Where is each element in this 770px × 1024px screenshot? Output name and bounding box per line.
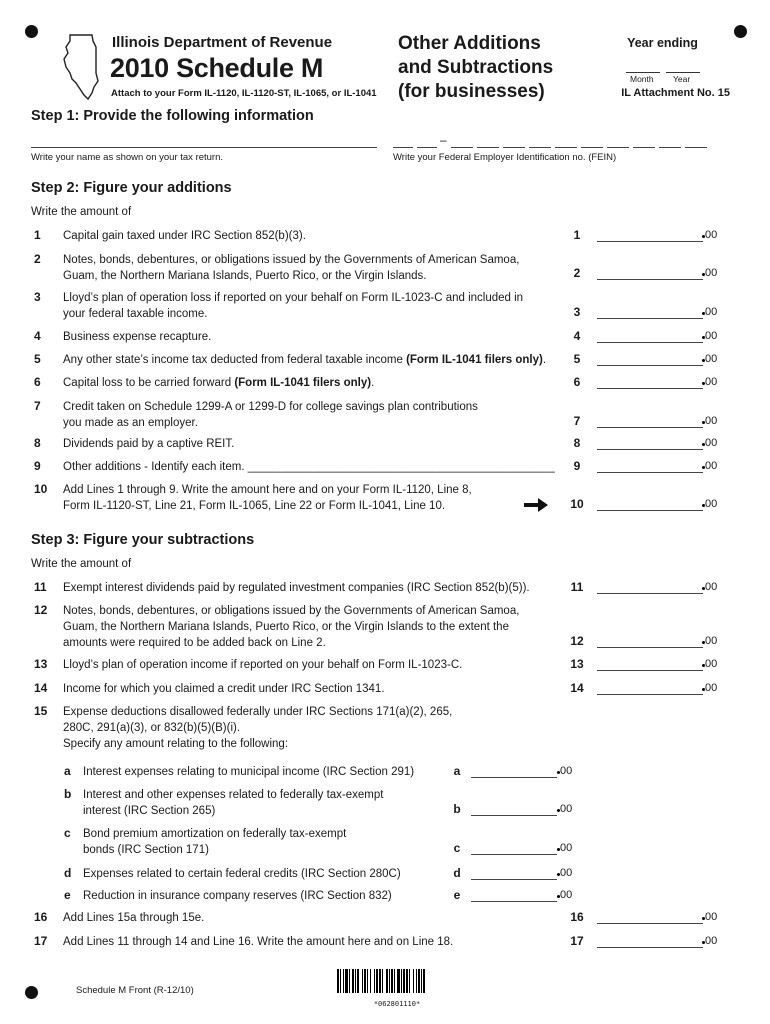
line-text-row [63,619,583,635]
amount-field[interactable] [597,342,703,343]
line-text-segment: Exempt interest dividends paid by regulated investment companies (IRC Section 852(b)(5)). [63,582,530,594]
line-reference: 14 [570,681,584,695]
amount-field[interactable] [597,510,703,511]
line-text-segment: Capital gain taxed under IRC Section 852(b)(3). [63,230,306,242]
line-number: 13 [34,657,48,671]
step2-heading: Step 2: Figure your additions [31,180,232,196]
line-text-row [63,228,583,244]
line-text-row [63,498,583,514]
step1-heading: Step 1: Provide the following information [31,108,314,124]
barcode [336,969,458,1008]
line-number: 2 [34,252,41,266]
line-text-row [63,603,583,619]
cents-label: 00 [705,229,718,241]
line-text [63,603,583,651]
step3-heading: Step 3: Figure your subtractions [31,532,255,548]
line-text-row [63,635,583,651]
line-reference: 12 [570,634,584,648]
cents-label: 00 [560,867,573,879]
subline-letter: e [64,888,71,902]
cents-label: 00 [705,935,718,947]
name-label: Write your name as shown on your tax return. [31,152,224,163]
line-text-row [63,290,583,306]
amount-field[interactable] [597,365,703,366]
line-text [63,252,583,284]
line-number: 11 [34,580,47,594]
subline-reference: d [453,866,461,880]
subline-text-row: bonds (IRC Section 171) [83,844,209,856]
subline-reference: a [453,764,461,778]
subline-text [83,826,443,858]
amount-field[interactable] [597,694,703,695]
line-text-segment: Lloyd’s plan of operation income if reported on your behalf on Form IL-1023-C. [63,659,463,671]
line-text-segment: Any other state’s income tax deducted from federal taxable income [63,354,407,366]
line-text [63,436,583,452]
cents-label: 00 [705,635,718,647]
line-number: 12 [34,603,48,617]
subline-reference: c [453,841,461,855]
line-text-row [63,415,583,431]
line-text-segment: Capital loss to be carried forward [63,377,235,389]
line-reference: 17 [570,934,584,948]
cents-label: 00 [705,306,718,318]
line-text-emphasis: (Form IL-1041 filers only) [406,354,543,366]
amount-field[interactable] [597,279,703,280]
subline-letter: d [64,866,72,880]
year-label: Year [673,74,691,84]
form-title-line: and Subtractions [398,57,554,78]
arrow-right-icon [524,498,548,512]
line-text-segment: Lloyd’s plan of operation loss if reported on your behalf on Form IL-1023-C and included in [63,292,524,304]
subline-amount-field[interactable] [471,777,557,778]
line-reference: 3 [573,305,581,319]
cents-label: 00 [560,765,573,777]
line-number: 3 [34,290,41,304]
subline-amount-field[interactable] [471,854,557,855]
amount-field[interactable] [597,947,703,948]
line-reference: 5 [573,352,581,366]
line-text-row [63,252,583,268]
fein-dash: – [440,133,447,147]
schedule-title: 2010 Schedule M [110,53,324,83]
cents-label: 00 [705,353,718,365]
subline-amount-field[interactable] [471,815,557,816]
line-text-segment: 280C, 291(a)(3), or 832(b)(5)(B)(i). [63,722,241,734]
subline-letter: b [64,787,72,801]
line-text-row [63,352,583,368]
line-number: 14 [34,681,48,695]
amount-field[interactable] [597,472,703,473]
subline-text [83,787,443,819]
line-text-segment: Add Lines 15a through 15e. [63,912,205,924]
line-text-row [63,399,583,415]
line-text [63,657,583,673]
line-reference: 4 [573,329,581,343]
cents-label: 00 [705,460,718,472]
subline-text-row: Reduction in insurance company reserves (IRC Section 832) [83,890,392,902]
line-text-row [63,459,583,475]
line-text [63,459,583,475]
subline-text-row: Bond premium amortization on federally tax-exempt [83,828,347,840]
line-number: 7 [34,399,41,413]
line-text-row [63,934,583,950]
subline-text-row: interest (IRC Section 265) [83,805,216,817]
line-number: 15 [34,704,48,718]
form-title-line: (for businesses) [398,81,545,102]
line-reference: 2 [573,266,581,280]
line-text-segment: Add Lines 11 through 14 and Line 16. Write the amount here and on Line 18. [63,936,454,948]
subline-reference: b [453,802,461,816]
year-field[interactable] [666,72,700,73]
line-text [63,704,583,752]
cents-label: 00 [705,911,718,923]
line-number: 1 [34,228,41,242]
form-title-line: Other Additions [398,33,541,54]
line-text-segment: Form IL-1120-ST, Line 21, Form IL-1065, Line 22 or Form IL-1041, Line 10. [63,500,446,512]
cents-label: 00 [705,498,718,510]
line-text-row [63,736,583,752]
cents-label: 00 [705,658,718,670]
line-text-segment: Notes, bonds, debentures, or obligations issued by the Governments of American Samoa, [63,254,520,266]
line-text [63,580,583,596]
subline-text-row: Interest expenses relating to municipal income (IRC Section 291) [83,766,415,778]
line-text-row [63,720,583,736]
name-field[interactable] [31,147,377,148]
line-text [63,290,583,322]
line-text [63,681,583,697]
amount-field[interactable] [597,388,703,389]
line-text [63,228,583,244]
line-text-segment: your federal taxable income. [63,308,208,320]
amount-field[interactable] [597,241,703,242]
line-text-segment: amounts were required to be added back on Line 2. [63,637,326,649]
cents-label: 00 [705,267,718,279]
line-text-segment: Dividends paid by a captive REIT. [63,438,235,450]
line-text-row [63,704,583,720]
line-number: 8 [34,436,41,450]
cents-label: 00 [705,376,718,388]
amount-field[interactable] [597,923,703,924]
line-number: 16 [34,910,48,924]
line-text-segment: Specify any amount relating to the following: [63,738,289,750]
month-label: Month [630,74,654,84]
subline-amount-field[interactable] [471,879,557,880]
registration-mark [734,25,747,38]
line-reference: 1 [573,228,581,242]
line-text [63,329,583,345]
subline-amount-field[interactable] [471,901,557,902]
subline-text-row: Expenses related to certain federal credits (IRC Section 280C) [83,868,401,880]
line-text-segment: Expense deductions disallowed federally under IRC Sections 171(a)(2), 265, [63,706,453,718]
line-reference: 13 [570,657,584,671]
line-text-segment: Guam, the Northern Mariana Islands, Puerto Rico, or the Virgin Islands to the extent the [63,621,509,633]
line-text-segment: Guam, the Northern Mariana Islands, Puerto Rico, or the Virgin Islands. [63,270,427,282]
line-text-row [63,329,583,345]
line-reference: 8 [573,436,581,450]
line-reference: 7 [573,414,581,428]
line-text-segment: Business expense recapture. [63,331,212,343]
line-text-row [63,657,583,673]
line-reference: 9 [573,459,581,473]
line-text [63,482,583,514]
subline-text-row: Interest and other expenses related to federally tax-exempt [83,789,384,801]
barcode-number: *062801110* [373,1000,421,1008]
line-number: 9 [34,459,41,473]
line-text-tail: . [371,377,375,389]
subline-letter: a [64,764,71,778]
cents-label: 00 [560,889,573,901]
cents-label: 00 [560,803,573,815]
month-field[interactable] [626,72,660,73]
amount-field[interactable] [597,427,703,428]
line-text-row [63,681,583,697]
line-text [63,910,583,926]
amount-field[interactable] [597,647,703,648]
line-text [63,375,583,391]
line-reference: 11 [570,580,584,594]
line-text-row [63,482,583,498]
line-text-row [63,910,583,926]
subline-text [83,866,443,882]
illinois-outline-icon [62,33,102,101]
cents-label: 00 [705,330,718,342]
registration-mark [25,986,38,999]
amount-field[interactable] [597,670,703,671]
attach-instruction: Attach to your Form IL-1120, IL-1120-ST, IL-1065, or IL-1041 [111,88,377,99]
cents-label: 00 [705,581,718,593]
line-text-segment: Notes, bonds, debentures, or obligations issued by the Governments of American Samoa, [63,605,520,617]
amount-field[interactable] [597,593,703,594]
line-text [63,399,583,431]
line-text-segment: Income for which you claimed a credit under IRC Section 1341. [63,683,385,695]
line-number: 4 [34,329,41,343]
line-text-emphasis: (Form IL-1041 filers only) [234,377,372,389]
line-reference: 6 [573,375,581,389]
line-text [63,934,583,950]
form-title [398,32,553,104]
subline-text [83,764,443,780]
line-text-segment: Credit taken on Schedule 1299-A or 1299-D for college savings plan contributions [63,401,478,413]
line-text-row [63,306,583,322]
barcode-bars [336,969,458,997]
line-text-row [63,268,583,284]
line-text-tail: . [542,354,547,366]
subline-reference: e [453,888,461,902]
fein-label: Write your Federal Employer Identification no. (FEIN) [393,152,617,163]
line-number: 10 [34,482,48,496]
step3-write-amount: Write the amount of [31,558,132,570]
subline-text [83,888,443,904]
cents-label: 00 [705,415,718,427]
line-number: 17 [34,934,48,948]
registration-mark [25,25,38,38]
department-name: Illinois Department of Revenue [112,34,333,51]
line-reference: 16 [570,910,584,924]
cents-label: 00 [705,682,718,694]
amount-field[interactable] [597,318,703,319]
step2-write-amount: Write the amount of [31,206,132,218]
subline-letter: c [64,826,71,840]
attachment-number: IL Attachment No. 15 [621,87,730,99]
line-text [63,352,583,368]
line-text-row [63,580,583,596]
year-ending-label: Year ending [627,36,698,50]
line-number: 5 [34,352,41,366]
cents-label: 00 [705,437,718,449]
line-text-row [63,436,583,452]
line-number: 6 [34,375,41,389]
line-text-segment: Add Lines 1 through 9. Write the amount here and on your Form IL-1120, Line 8, [63,484,472,496]
amount-field[interactable] [597,449,703,450]
line-text-segment: you made as an employer. [63,417,198,429]
fein-field[interactable] [393,135,725,149]
line-text-segment: Other additions - Identify each item. ________________________________________________ [63,461,555,473]
cents-label: 00 [560,842,573,854]
line-reference: 10 [570,497,584,511]
form-id: Schedule M Front (R-12/10) [76,985,194,996]
line-text-row [63,375,583,391]
